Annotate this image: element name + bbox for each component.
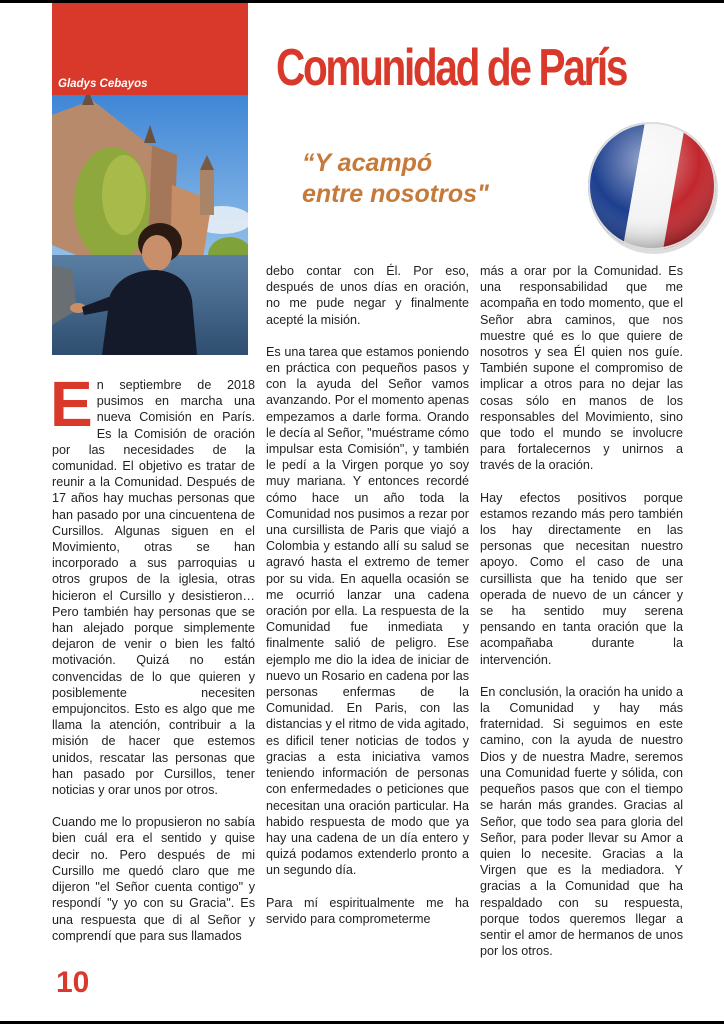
paragraph (50, 368, 255, 798)
page-number: 10 (56, 966, 90, 999)
paragraph: En conclusión, la oración ha unido a la Comunidad y hay más fraternidad. Si seguimos en este camino, con la ayuda de nuestro Dios y de nuestra Madre, seremos una Comunidad fuerte y sólida, con pequeños pasos que con el tiempo se harán más grandes. Gracias al Señor, que todo sea para gloria del Señor, para poder llevar su Amor a quien lo necesite. Gracias a la Virgen que es la mediadora. Y gracias a la Comunidad que ha respaldado con su respuesta, porque todos queremos llegar a sentir el amor de hermanos de unos por los otros. (480, 684, 683, 959)
paragraph: Es una tarea que estamos poniendo en práctica con pequeños pasos y con la ayuda del Señor vamos avanzando. Por el momento apenas empezamos a darle forma. Orando le decía al Señor, "muéstrame cómo impulsar esta Comisión", y también le pedí a la Virgen porque yo soy muy mariana. Y entonces recordé cómo hace un año toda la Comunidad nos pusimos a rezar por una cursillista de Paris que viajó a Colombia y estando allí su salud se agravó hasta el extremo de temer por su vida. En aquella ocasión se me ocurrió lanzar una cadena oración por ella. La respuesta de la Comunidad fue inmediata y finalmente salió de peligro. Ese ejemplo me dio la idea de iniciar de nuevo un Rosario en cadena por las personas enfermas de la Comunidad. En Paris, con las distancias y el ritmo de vida agitado, es dificil tener noticias de todos y gracias a esta iniciativa vamos teniendo información de personas con enfermedades o peticiones que necesitan una oración particular. Ha habido respuesta de modo que ya hay una cadena de un día entero y quizá podamos extenderlo pronto a un segundo día. (266, 344, 470, 878)
paragraph: Hay efectos positivos porque estamos rezando más pero también los hay directamente en las personas que necesitan nuestro apoyo. Como el caso de una cursillista que ha tenido que ser operada de nuevo de un cáncer y se ha sentido muy serena pensando en tanta oración que la acompañaba durante la intervención. (480, 490, 683, 667)
drop-cap: E (50, 368, 93, 440)
article-title: Comunidad de París (276, 39, 627, 97)
subtitle-line-2: entre nosotros" (302, 180, 489, 208)
author-photo (52, 95, 248, 355)
article-column-3 (480, 263, 683, 975)
paragraph: más a orar por la Comunidad. Es una responsabilidad que me acompaña en todo momento, que el Señor abra caminos, que nos muestre qué es lo que quiere de nosotros y sea Él quien nos guíe. También supone el compromiso de implicar a otros para no dejar las cosas sólo en manos de los responsables del Movimiento, sino que todo el mundo se involucre para fortalecernos y unirnos a través de la oración. (480, 264, 683, 473)
author-name: Gladys Cebayos (58, 78, 148, 90)
article-column-2 (266, 263, 469, 943)
article-subtitle (302, 148, 489, 210)
france-flag-icon (584, 118, 720, 254)
subtitle-line-1: “Y acampó (302, 149, 433, 177)
woman-by-canal-photo (52, 95, 248, 355)
paragraph: debo contar con Él. Por eso, después de unos días en oración, no me pude negar y finalmente acepté la misión. (266, 264, 469, 327)
article-column-1 (50, 368, 255, 960)
paragraph: Para mí espiritualmente me ha servido para comprometerme (266, 895, 469, 926)
paragraph-text: n septiembre de 2018 pusimos en marcha una nueva Comisión en París. Es la Comisión de oración por las necesidades de la comunidad. El objetivo es tratar de reunir a la Comunidad. Después de 17 años hay muchas personas que han pasado por una cincuentena de Cursillos. Algunas siguen en el Movimiento, otras se han incorporado a sus parroquias u otros grupos de la iglesia, otras hicieron el Cursillo y desistieron… Pero también hay personas que se han alejado porque simplemente dejaron de venir o bien les faltó motivación. Quizá no están convencidas de lo que quieren y posiblemente necesiten empujoncitos. Esto es algo que me llama la atención, contribuir a la misión de hacer que estemos unidos, rescatar las personas que han pasado por Cursillos, tener noticias y orar unos por otros. (52, 378, 255, 798)
paragraph: Cuando me lo propusieron no sabía bien cuál era el sentido y quise decir no. Pero después de mi Cursillo me quedó claro que me dijeron "el Señor cuenta contigo" y respondí "y yo con su Gracia". Es una respuesta que di al Señor y comprendí que para sus llamados (52, 815, 255, 943)
